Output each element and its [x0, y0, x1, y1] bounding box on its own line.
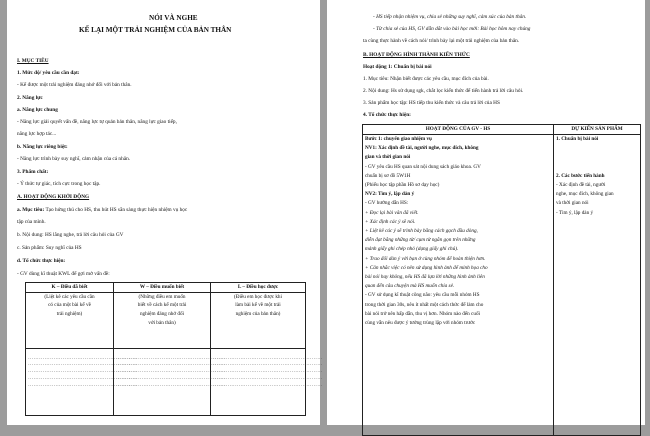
subheading-general-competence: a. Năng lực chung — [17, 107, 58, 113]
text-line: - Ý thức tự giác, tích cực trong học tập. — [17, 181, 101, 187]
text-line: chuẩn bị sơ đồ 5W1H — [365, 172, 411, 179]
text: trải nghiệm) — [56, 311, 83, 318]
text-line: cùng vẫn nêu được ý tưởng trùng lặp với nhóm trước — [365, 320, 476, 327]
activity-header-expected-product: DỰ KIẾN SẢN PHẨM — [554, 125, 641, 135]
dotted-line: …………………………………………………… — [213, 361, 323, 368]
kwl-description-w — [114, 292, 211, 348]
text-line: + Trao đổi dàn ý với bạn ở cùng nhóm để hoàn thiện hơn. — [365, 255, 486, 262]
text-line: (Phiếu học tập phần Hồ sơ dạy học) — [365, 182, 440, 189]
section-heading-knowledge: B. HOẠT ĐỘNG HÌNH THÀNH KIẾN THỨC — [363, 52, 470, 58]
dotted-line: …………………………………………………… — [28, 368, 138, 375]
text-line: - GV dùng kĩ thuật KWL để gợi mở vấn đề: — [17, 271, 110, 277]
text-line: - Xác định đề tài, người — [556, 182, 606, 189]
document-page-1 — [7, 0, 323, 425]
subheading-organization: 4. Tổ chức thực hiện: — [363, 112, 411, 118]
activity-header-teacher-student: HOẠT ĐỘNG CỦA GV - HS — [363, 125, 554, 135]
text: Tạo hứng thú cho HS, thu hút HS sẵn sàng thực hiện nhiệm vụ học — [44, 207, 188, 213]
text-line: năng lực hợp tác... — [17, 131, 57, 137]
text-line-objective: 1. Mục tiêu: Nhận biết được các yêu cầu, mục đích của bài. — [363, 76, 489, 82]
text-line-content: 2. Nội dung: Hs sử dụng sgk, chắt lọc kiến thức để tiến hành trả lời câu hỏi. — [363, 88, 524, 94]
kwl-header-l: L – Điều học được — [211, 283, 306, 293]
task-heading: NV1: Xác định đề tài, người nghe, mục đích, không — [365, 145, 479, 152]
dotted-line: …………………………………………………… — [116, 374, 226, 381]
text-line: - Tìm ý, lập dàn ý — [556, 209, 594, 216]
task-heading: NV2: Tìm ý, lập dàn ý — [365, 191, 415, 198]
text: làm bài kể về một trải — [235, 302, 281, 309]
dotted-line: …………………………………………………… — [213, 354, 323, 361]
kwl-answer-k — [26, 348, 138, 415]
text-line-product: c. Sản phẩm: Suy nghĩ của HS — [17, 245, 82, 251]
activity-table — [362, 124, 641, 436]
dotted-line: …………………………………………………… — [213, 368, 323, 375]
text-line: - Kể được một trải nghiệm đáng nhớ đối với bản thân. — [17, 82, 132, 88]
subheading-specific-competence: b. Năng lực riêng biệt: — [17, 144, 68, 150]
kwl-header-w: W – Điều muốn biết — [114, 283, 211, 293]
task-heading: gian và thời gian nói — [365, 154, 411, 161]
text-line: bài nói hay không, nếu HS đã lựa lời những hình ảnh liên — [365, 274, 485, 281]
text: nghiệm của bản thân) — [235, 311, 281, 318]
dotted-line: …………………………………………………… — [116, 381, 226, 388]
text-line: quan đến câu chuyện mà HS muốn chia sẻ. — [365, 283, 455, 290]
subheading-requirements: 1. Mức độ/ yêu cầu cần đạt: — [17, 70, 80, 76]
dotted-line: …………………………………………………… — [213, 374, 323, 381]
kwl-description-k — [26, 292, 114, 348]
subheading-competence: 2. Năng lực — [17, 95, 43, 101]
text-line: - GV hướng dẫn HS: — [365, 200, 409, 207]
activity-heading: Hoạt động 1: Chuẩn bị bài nói — [363, 64, 432, 70]
kwl-header-k: K – Điều đã biết — [26, 283, 114, 293]
text-line: và thời gian nói — [556, 200, 589, 207]
text-line — [556, 163, 638, 172]
dotted-line: …………………………………………………… — [28, 381, 138, 388]
text-line: ta cùng thực hành về cách nói/ trình bày lại một trải nghiệm của bản thân. — [363, 38, 520, 44]
page-title: KỂ LẠI MỘT TRẢI NGHIỆM CỦA BẢN THÂN — [79, 26, 232, 34]
dotted-line: …………………………………………………… — [28, 374, 138, 381]
activity-cell-right — [554, 135, 641, 436]
section-heading-warmup: A. HOẠT ĐỘNG KHỞI ĐỘNG — [17, 194, 90, 200]
text-line: - GV sử dụng kĩ thuật công não: yêu cầu mỗi nhóm HS — [365, 292, 480, 299]
text-line: + Đọc lại bài văn đã viết. — [365, 209, 419, 216]
text-line-objective: a. Mục tiêu: Tạo hứng thú cho HS, thu hút HS sẵn sàng thực hiện nhiệm vụ học — [17, 207, 188, 213]
text-line: - Năng lực trình bày suy nghĩ, cảm nhận của cá nhân. — [17, 156, 131, 162]
text-line: - GV yêu cầu HS quan sát nội dung sách giáo khoa. GV — [365, 163, 481, 170]
section-heading-objectives: I. MỤC TIÊU — [17, 58, 49, 64]
text-line — [556, 144, 638, 153]
text-line-product: 3. Sản phẩm học tập: HS tiếp thu kiến thức và câu trả lời của HS — [363, 100, 500, 106]
text-line: trong thời gian 30s, nêu ít nhất một cách thức để làm cho — [365, 301, 484, 308]
text: nghiệm đáng nhớ đối — [139, 311, 185, 318]
dotted-line: …………………………………………………… — [116, 354, 226, 361]
text-line: - HS tiếp nhận nhiệm vụ, chia sẻ những suy nghĩ, cảm xúc của bản thân. — [373, 14, 527, 20]
text: (Điều em học được khi — [234, 293, 282, 300]
text-line — [556, 153, 638, 162]
page-header: NÓI VÀ NGHE — [149, 14, 198, 22]
dotted-line: …………………………………………………… — [116, 361, 226, 368]
text: có của một bài kể về — [48, 302, 91, 309]
kwl-answer-w — [114, 348, 226, 415]
kwl-table — [25, 282, 323, 416]
product-heading: 1. Chuẩn bị bài nói — [556, 136, 599, 142]
product-heading: 2. Các bước tiến hành — [556, 172, 605, 179]
dotted-line: …………………………………………………… — [213, 381, 323, 388]
text-line-content: b. Nội dung: HS lắng nghe, trả lời câu hỏi của GV — [17, 232, 124, 238]
text-line: + Liệt kê các ý sẽ trình bày bằng cách gạch đầu dòng, — [365, 228, 478, 235]
subheading-organization: d. Tổ chức thực hiện: — [17, 258, 66, 264]
text-line: + Xác định các ý sẽ nói. — [365, 218, 416, 225]
dotted-line: …………………………………………………… — [28, 354, 138, 361]
subheading-qualities: 3. Phẩm chất: — [17, 169, 49, 175]
text-line: tập của mình. — [17, 219, 46, 225]
text-line: - Từ chia sẻ của HS, GV dẫn dắt vào bài học mới: Bài học hôm nay chúng — [373, 26, 531, 32]
document-page-2 — [327, 0, 645, 425]
text-line: diễn đạt bằng những từ/ cụm từ ngắn gọn trên những — [365, 237, 476, 244]
text-line: bài nói trở nên hấp dẫn, thu vị hơn. Nhóm nào đến cuối — [365, 310, 480, 317]
text-line: mảnh giấy ghi chép nhỏ (dạng giấy ghi chú). — [365, 246, 459, 253]
text: (Những điều em muốn — [138, 293, 186, 300]
dotted-line: …………………………………………………… — [28, 361, 138, 368]
kwl-answer-l — [211, 348, 323, 415]
step-heading: Bước 1: chuyển giao nhiệm vụ — [365, 136, 432, 142]
text-line: nghe, mục đích, không gian — [556, 191, 614, 198]
dotted-line: …………………………………………………… — [116, 368, 226, 375]
text-line: - Năng lực giải quyết vấn đề, năng lực tự quản bản thân, năng lực giao tiếp, — [17, 119, 177, 125]
kwl-description-l — [211, 292, 306, 348]
text: (Liệt kê các yêu cầu cần — [44, 293, 95, 300]
activity-cell-left — [363, 135, 554, 436]
text: với bản thân) — [148, 319, 176, 326]
text: biết về cách kể một trải — [137, 302, 187, 309]
text-line: + Cân nhắc việc có nên sử dụng hình ảnh để minh họa cho — [365, 264, 488, 271]
